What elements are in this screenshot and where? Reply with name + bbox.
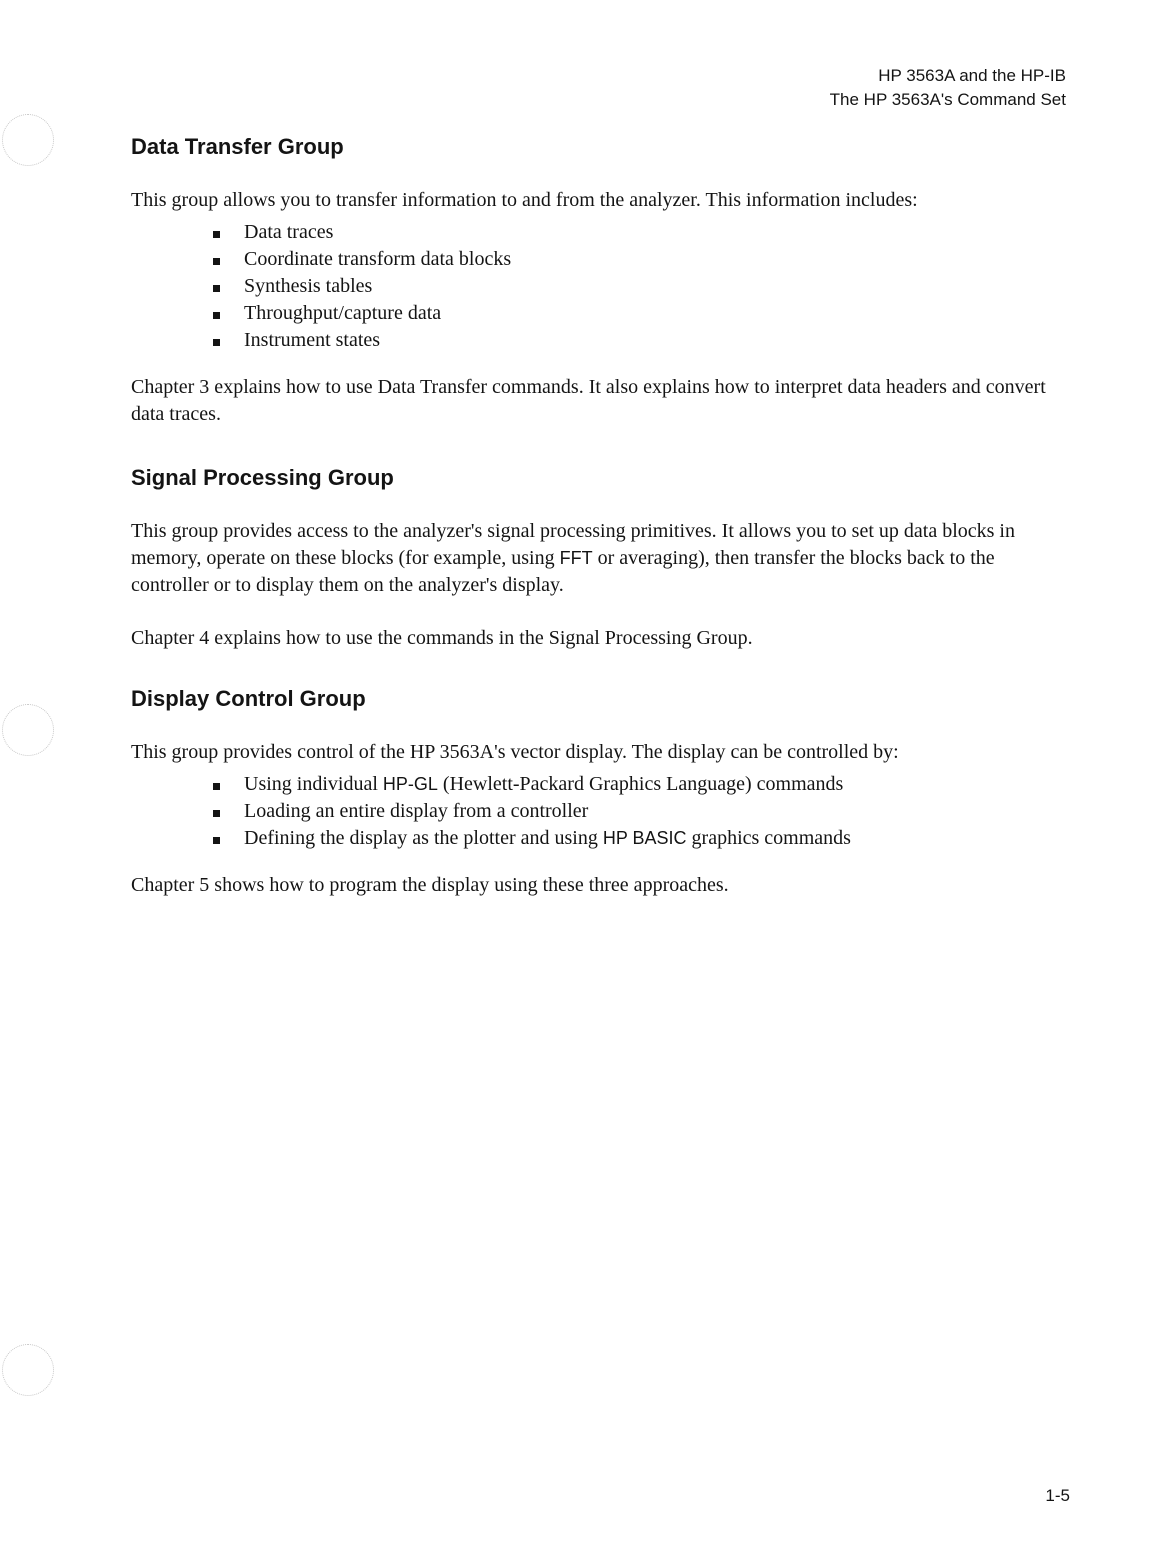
section-display-control xyxy=(131,685,1051,899)
bullet-icon xyxy=(213,258,220,265)
page-number: 1-5 xyxy=(1045,1486,1070,1505)
bullet-icon xyxy=(213,231,220,238)
list-item: Loading an entire display from a controller xyxy=(213,798,1051,825)
section-heading: Signal Processing Group xyxy=(131,465,394,490)
fft-term: FFT xyxy=(559,548,593,568)
punch-hole-middle xyxy=(2,704,54,756)
section-paragraph: This group provides access to the analyzer's signal processing primitives. It allows you to set up data blocks in memory, operate on these blocks (for example, using FFT or averaging), then transfer the blocks back to the controller or to display them on the analyzer's display. xyxy=(131,520,1015,596)
section-data-transfer xyxy=(131,133,1051,428)
section-heading: Data Transfer Group xyxy=(131,134,344,159)
list-item: Using individual HP-GL (Hewlett-Packard Graphics Language) commands xyxy=(213,771,1051,798)
header-line-1: HP 3563A and the HP-IB xyxy=(878,66,1066,85)
bullet-icon xyxy=(213,837,220,844)
bullet-list xyxy=(131,771,1051,852)
running-header xyxy=(830,64,1066,112)
section-closing: Chapter 5 shows how to program the display using these three approaches. xyxy=(131,874,729,896)
list-item: Coordinate transform data blocks xyxy=(213,246,1051,273)
hpgl-term: HP-GL xyxy=(382,774,438,794)
list-item: Synthesis tables xyxy=(213,273,1051,300)
punch-hole-top xyxy=(2,114,54,166)
list-item: Defining the display as the plotter and using HP BASIC graphics commands xyxy=(213,825,1051,852)
bullet-icon xyxy=(213,312,220,319)
list-item: Data traces xyxy=(213,219,1051,246)
bullet-icon xyxy=(213,783,220,790)
list-item: Throughput/capture data xyxy=(213,300,1051,327)
bullet-icon xyxy=(213,285,220,292)
bullet-icon xyxy=(213,339,220,346)
section-closing: Chapter 4 explains how to use the commands in the Signal Processing Group. xyxy=(131,627,753,649)
bullet-icon xyxy=(213,810,220,817)
punch-hole-bottom xyxy=(2,1344,54,1396)
list-item: Instrument states xyxy=(213,327,1051,354)
header-line-2: The HP 3563A's Command Set xyxy=(829,90,1066,109)
section-intro: This group allows you to transfer information to and from the analyzer. This information includes: xyxy=(131,189,918,211)
hp-basic-term: HP BASIC xyxy=(602,828,687,848)
bullet-list xyxy=(131,219,1051,354)
section-heading: Display Control Group xyxy=(131,686,366,711)
section-intro: This group provides control of the HP 3563A's vector display. The display can be controlled by: xyxy=(131,741,899,763)
section-closing: Chapter 3 explains how to use Data Transfer commands. It also explains how to interpret data headers and convert data traces. xyxy=(131,376,1046,425)
section-signal-processing xyxy=(131,464,1051,652)
